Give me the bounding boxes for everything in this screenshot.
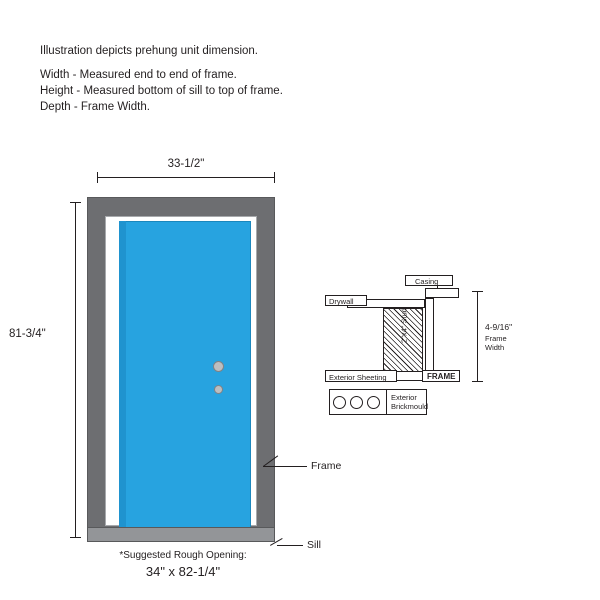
- brickmould-label-line-2: Brickmould: [391, 402, 429, 411]
- width-dimension-line: [97, 177, 275, 178]
- sill-callout-label: Sill: [307, 539, 322, 551]
- brickmould-circle-2-icon: [350, 396, 363, 409]
- height-dimension-line: [75, 202, 76, 538]
- brickmould-label-line-1: Exterior: [391, 393, 417, 402]
- door-slab: [119, 221, 251, 535]
- intro-line-4: Depth - Frame Width.: [40, 101, 150, 113]
- door-knob-icon: [213, 361, 224, 372]
- frame-width-tick-top: [472, 291, 483, 292]
- casing-label: Casing: [415, 277, 439, 286]
- intro-line-1: Illustration depicts prehung unit dimension.: [40, 45, 258, 57]
- sill-callout-leader: [277, 545, 303, 546]
- frame-width-dimension-line: [477, 291, 478, 381]
- stud-label: 2"x4" Stud: [399, 308, 409, 343]
- frame-width-tick-bottom: [472, 381, 483, 382]
- deadbolt-icon: [214, 385, 223, 394]
- brickmould-circle-3-icon: [367, 396, 380, 409]
- door-sill: [87, 527, 275, 542]
- height-dimension-label: 81-3/4": [9, 328, 46, 340]
- casing-section: [425, 288, 459, 298]
- brickmould-circle-1-icon: [333, 396, 346, 409]
- width-dimension-tick-right: [274, 172, 275, 183]
- width-dimension-label: 33-1/2": [167, 158, 205, 170]
- intro-text-block: [40, 43, 283, 115]
- frame-callout-label: Frame: [311, 460, 342, 472]
- frame-detail-label: FRAME: [427, 372, 456, 381]
- height-dimension-tick-top: [70, 202, 81, 203]
- width-dimension-tick-left: [97, 172, 98, 183]
- rough-opening-label: *Suggested Rough Opening:: [119, 550, 247, 561]
- frame-detail-diagram: [325, 275, 513, 430]
- height-dimension-tick-bottom: [70, 537, 81, 538]
- rough-opening-value: 34" x 82-1/4": [145, 564, 221, 579]
- frame-callout-leader: [263, 466, 307, 467]
- intro-line-2: Width - Measured end to end of frame.: [40, 69, 237, 81]
- drywall-label: Drywall: [329, 297, 354, 306]
- exterior-sheeting-label: Exterior Sheeting: [329, 373, 387, 382]
- intro-spacer: [40, 59, 283, 67]
- frame-width-label-line-2: Width: [485, 343, 505, 352]
- rough-opening-note: [63, 548, 303, 580]
- door-slab-edge: [119, 221, 126, 535]
- frame-width-label-line-1: Frame: [485, 334, 507, 343]
- intro-line-3: Height - Measured bottom of sill to top of frame.: [40, 85, 283, 97]
- frame-width-value: 4-9/16": [485, 322, 513, 332]
